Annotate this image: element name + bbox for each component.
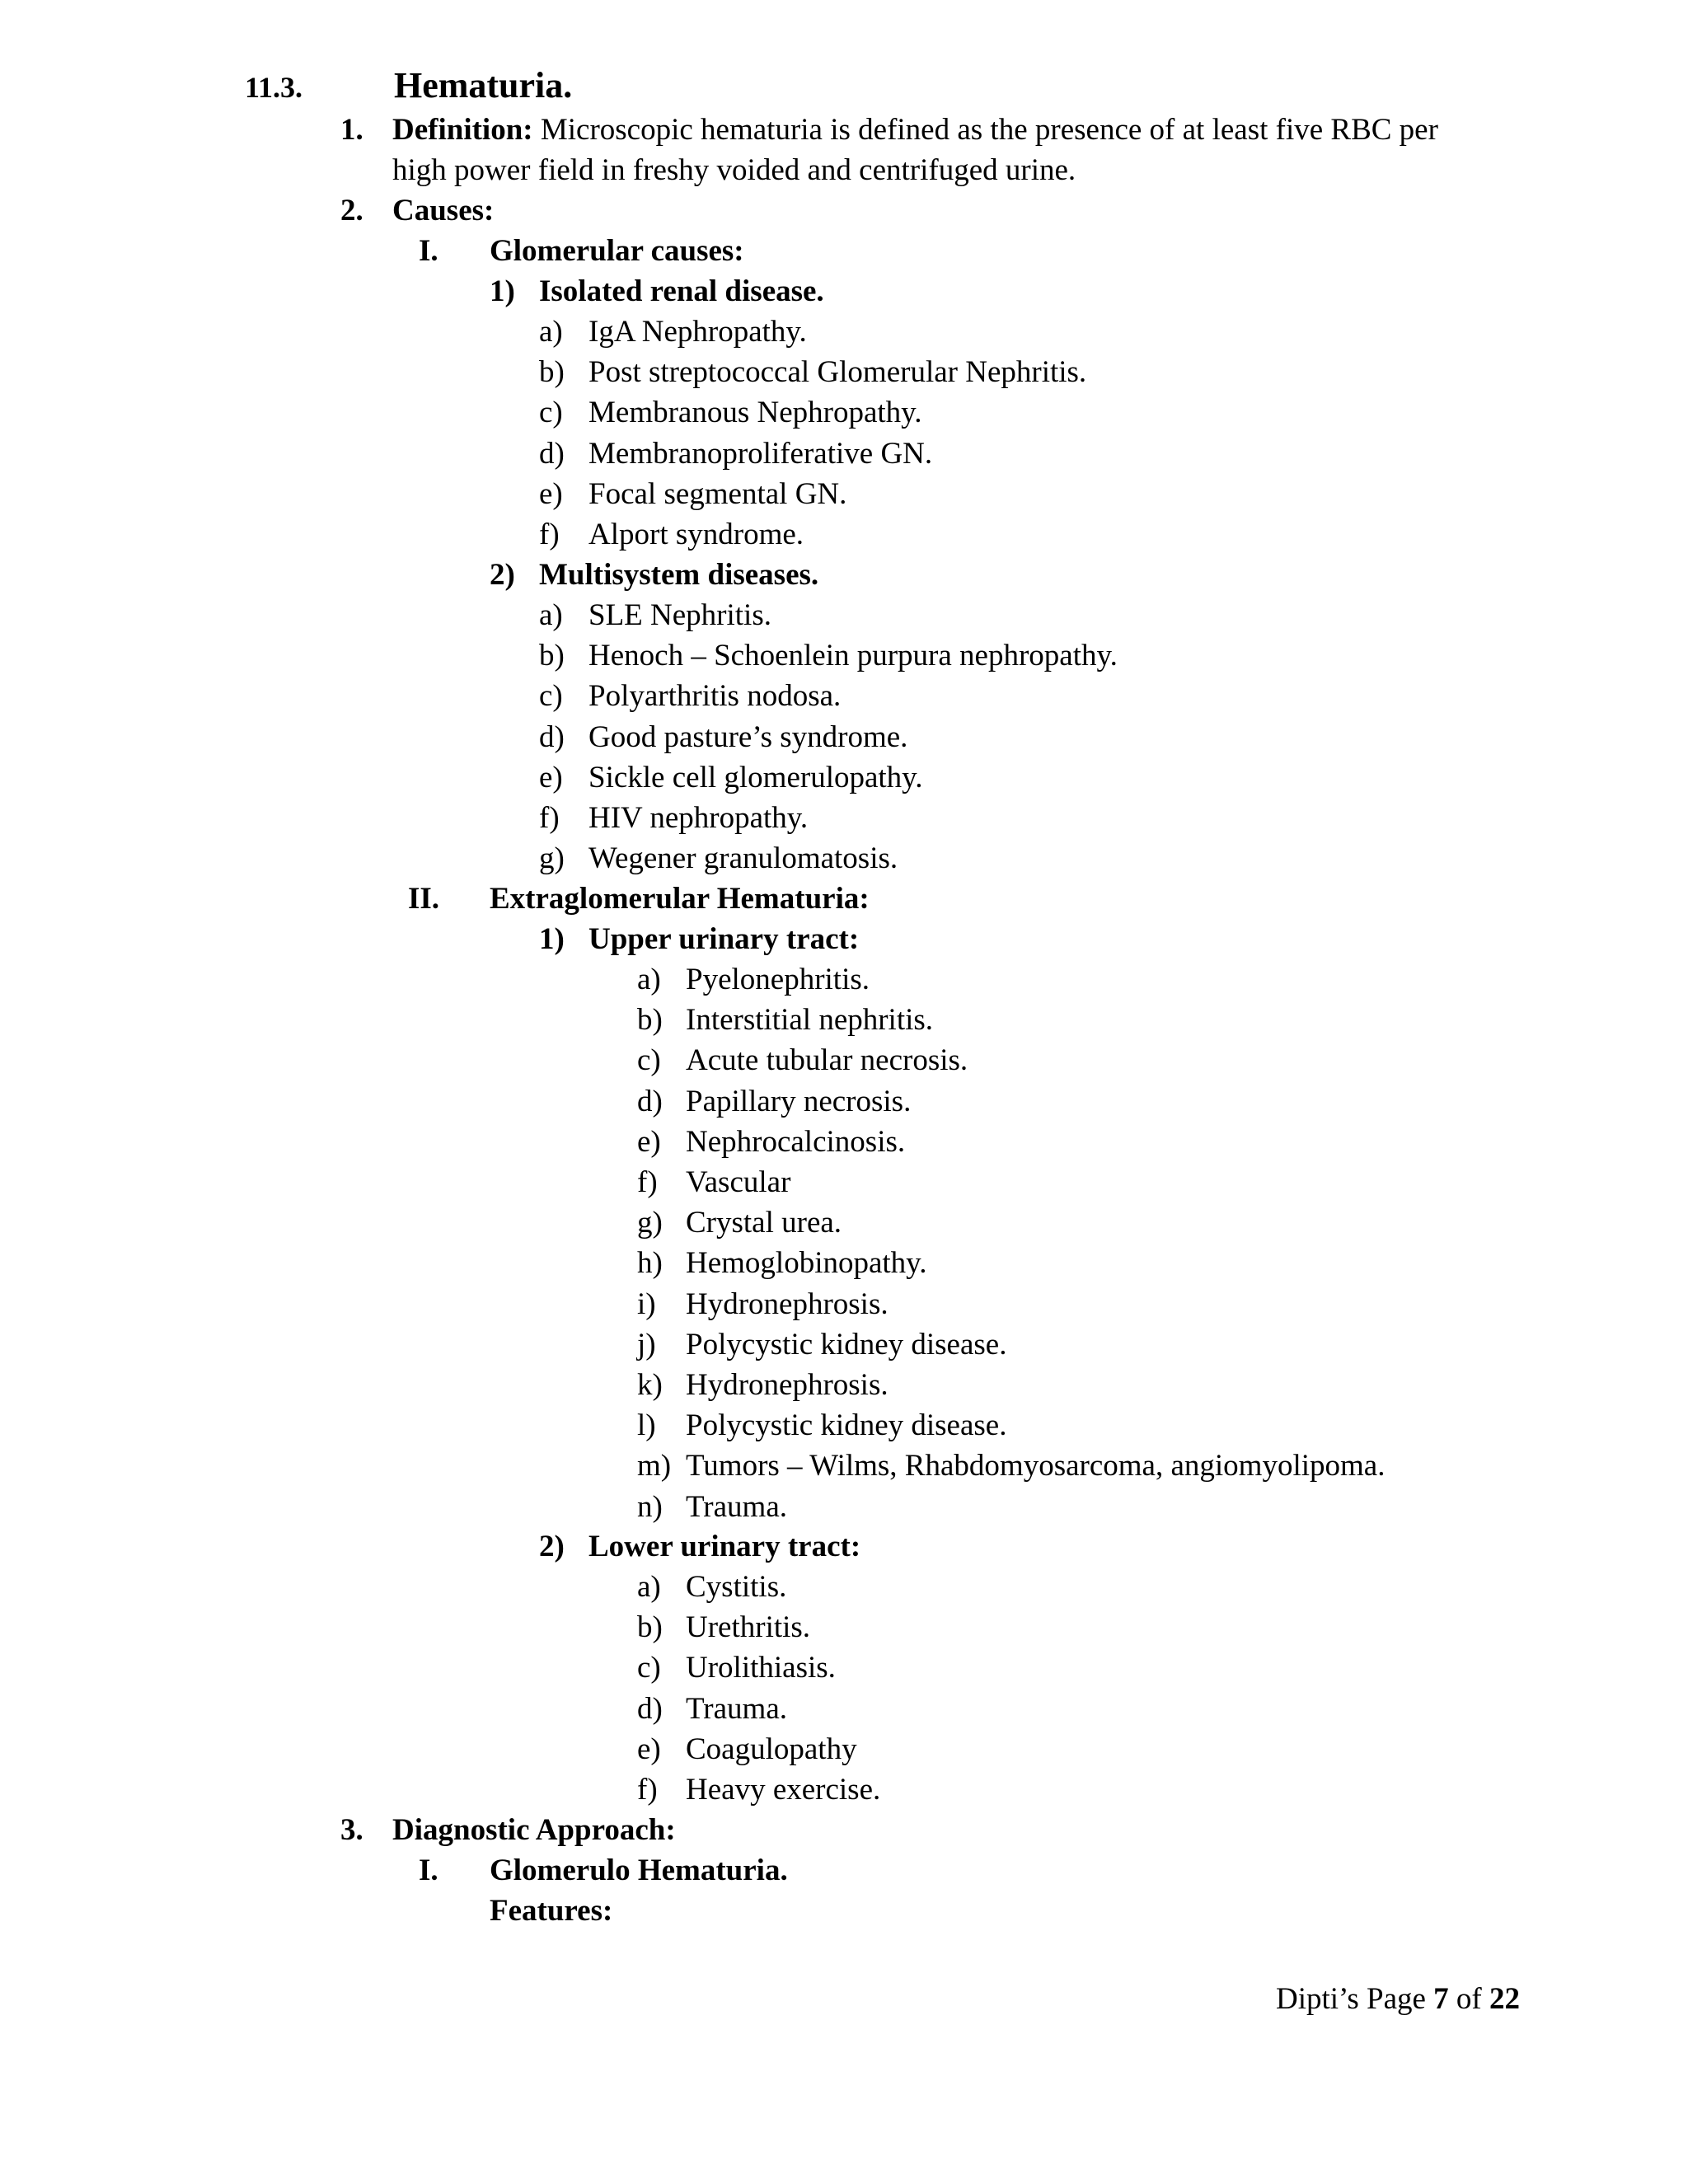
glomerular-number: I. — [419, 234, 438, 268]
footer-of: of — [1448, 1982, 1489, 2016]
definition-text-2: high power field in freshy voided and centrifuged urine. — [392, 153, 1076, 187]
list-item: Hemoglobinopathy. — [686, 1246, 927, 1281]
definition-text-1: Microscopic hematuria is defined as the presence of at least five RBC per — [532, 113, 1438, 147]
list-item-marker: c) — [637, 1043, 661, 1078]
definition-label: Definition: — [392, 113, 533, 147]
list-item: Focal segmental GN. — [588, 476, 847, 511]
lower-tract-number: 2) — [539, 1530, 565, 1563]
list-item: Crystal urea. — [686, 1206, 842, 1240]
list-item: Urethritis. — [686, 1610, 811, 1645]
list-item-marker: f) — [637, 1773, 658, 1807]
list-item-marker: e) — [539, 476, 563, 511]
glomerular-heading: Glomerular causes: — [490, 234, 744, 268]
list-item: Sickle cell glomerulopathy. — [588, 760, 923, 794]
multisystem-number: 2) — [490, 558, 515, 592]
list-item: Trauma. — [686, 1489, 787, 1524]
section-number: 11.3. — [245, 71, 303, 104]
list-item-marker: c) — [637, 1651, 661, 1685]
list-item-marker: d) — [637, 1084, 663, 1118]
list-item-marker: n) — [637, 1489, 663, 1524]
features-heading: Features: — [490, 1894, 613, 1928]
list-item: Polyarthritis nodosa. — [588, 679, 842, 714]
list-item: Interstitial nephritis. — [686, 1003, 934, 1038]
list-item: Hydronephrosis. — [686, 1286, 889, 1321]
page-footer — [1276, 1981, 1520, 2018]
list-item: Hydronephrosis. — [686, 1368, 889, 1402]
list-item: Acute tubular necrosis. — [686, 1043, 968, 1078]
list-item: Post streptococcal Glomerular Nephritis. — [588, 355, 1087, 390]
lower-tract-heading: Lower urinary tract: — [588, 1530, 861, 1563]
list-item-marker: f) — [539, 801, 560, 835]
list-item-marker: i) — [637, 1286, 656, 1321]
list-item-marker: b) — [539, 355, 565, 390]
list-item: Trauma. — [686, 1691, 787, 1726]
list-item: Coagulopathy — [686, 1732, 857, 1766]
isolated-heading: Isolated renal disease. — [539, 274, 824, 308]
list-item: Papillary necrosis. — [686, 1084, 912, 1118]
extraglomerular-heading: Extraglomerular Hematuria: — [490, 882, 870, 916]
list-item: Membranous Nephropathy. — [588, 396, 922, 430]
list-item-marker: c) — [539, 679, 563, 714]
list-item-marker: l) — [637, 1408, 656, 1443]
definition-number: 1. — [340, 113, 363, 147]
list-item-marker: f) — [637, 1165, 658, 1199]
list-item-marker: a) — [637, 1570, 661, 1604]
footer-page-number: 7 — [1433, 1982, 1449, 2016]
list-item-marker: d) — [539, 719, 565, 754]
list-item: Tumors – Wilms, Rhabdomyosarcoma, angiomyolipoma. — [686, 1449, 1386, 1483]
multisystem-heading: Multisystem diseases. — [539, 558, 819, 592]
causes-heading: Causes: — [392, 194, 495, 227]
list-item-marker: b) — [637, 1003, 663, 1038]
list-item-marker: m) — [637, 1449, 672, 1483]
list-item-marker: e) — [539, 760, 563, 794]
list-item: Pyelonephritis. — [686, 963, 870, 996]
isolated-number: 1) — [490, 274, 515, 308]
extraglomerular-number: II. — [408, 882, 440, 916]
list-item: SLE Nephritis. — [588, 598, 771, 632]
list-item-marker: a) — [539, 598, 563, 632]
list-item: Henoch – Schoenlein purpura nephropathy. — [588, 639, 1118, 673]
causes-number: 2. — [340, 194, 363, 227]
list-item: Polycystic kidney disease. — [686, 1408, 1007, 1443]
list-item: Heavy exercise. — [686, 1773, 881, 1807]
list-item-marker: k) — [637, 1368, 663, 1402]
list-item-marker: a) — [637, 963, 661, 996]
list-item: Alport syndrome. — [588, 518, 804, 551]
list-item: Vascular — [686, 1165, 791, 1199]
list-item: IgA Nephropathy. — [588, 315, 807, 349]
list-item-marker: d) — [539, 436, 565, 471]
list-item-marker: g) — [637, 1206, 663, 1240]
list-item-marker: e) — [637, 1732, 661, 1766]
section-title: Hematuria. — [394, 65, 573, 105]
list-item-marker: b) — [539, 639, 565, 673]
list-item-marker: a) — [539, 315, 563, 349]
diagnostic-number: 3. — [340, 1813, 363, 1847]
list-item-marker: b) — [637, 1610, 663, 1645]
list-item: Membranoproliferative GN. — [588, 436, 933, 471]
definition-line-1 — [392, 112, 1438, 148]
list-item-marker: e) — [637, 1124, 661, 1159]
list-item-marker: c) — [539, 396, 563, 430]
list-item: Urolithiasis. — [686, 1651, 836, 1685]
list-item: Wegener granulomatosis. — [588, 841, 898, 876]
list-item: Polycystic kidney disease. — [686, 1327, 1007, 1361]
list-item-marker: h) — [637, 1246, 663, 1281]
footer-total-pages: 22 — [1489, 1982, 1520, 2016]
glomerulo-number: I. — [419, 1854, 438, 1887]
list-item-marker: f) — [539, 518, 560, 551]
diagnostic-heading: Diagnostic Approach: — [392, 1813, 676, 1847]
glomerulo-heading: Glomerulo Hematuria. — [490, 1854, 788, 1887]
list-item: Good pasture’s syndrome. — [588, 719, 908, 754]
footer-prefix: Dipti’s Page — [1276, 1982, 1434, 2016]
upper-tract-heading: Upper urinary tract: — [588, 922, 860, 956]
list-item: HIV nephropathy. — [588, 801, 809, 835]
list-item-marker: d) — [637, 1691, 663, 1726]
list-item-marker: g) — [539, 841, 565, 876]
list-item: Cystitis. — [686, 1570, 787, 1604]
list-item-marker: j) — [637, 1327, 656, 1361]
list-item: Nephrocalcinosis. — [686, 1124, 906, 1159]
upper-tract-number: 1) — [539, 922, 565, 956]
